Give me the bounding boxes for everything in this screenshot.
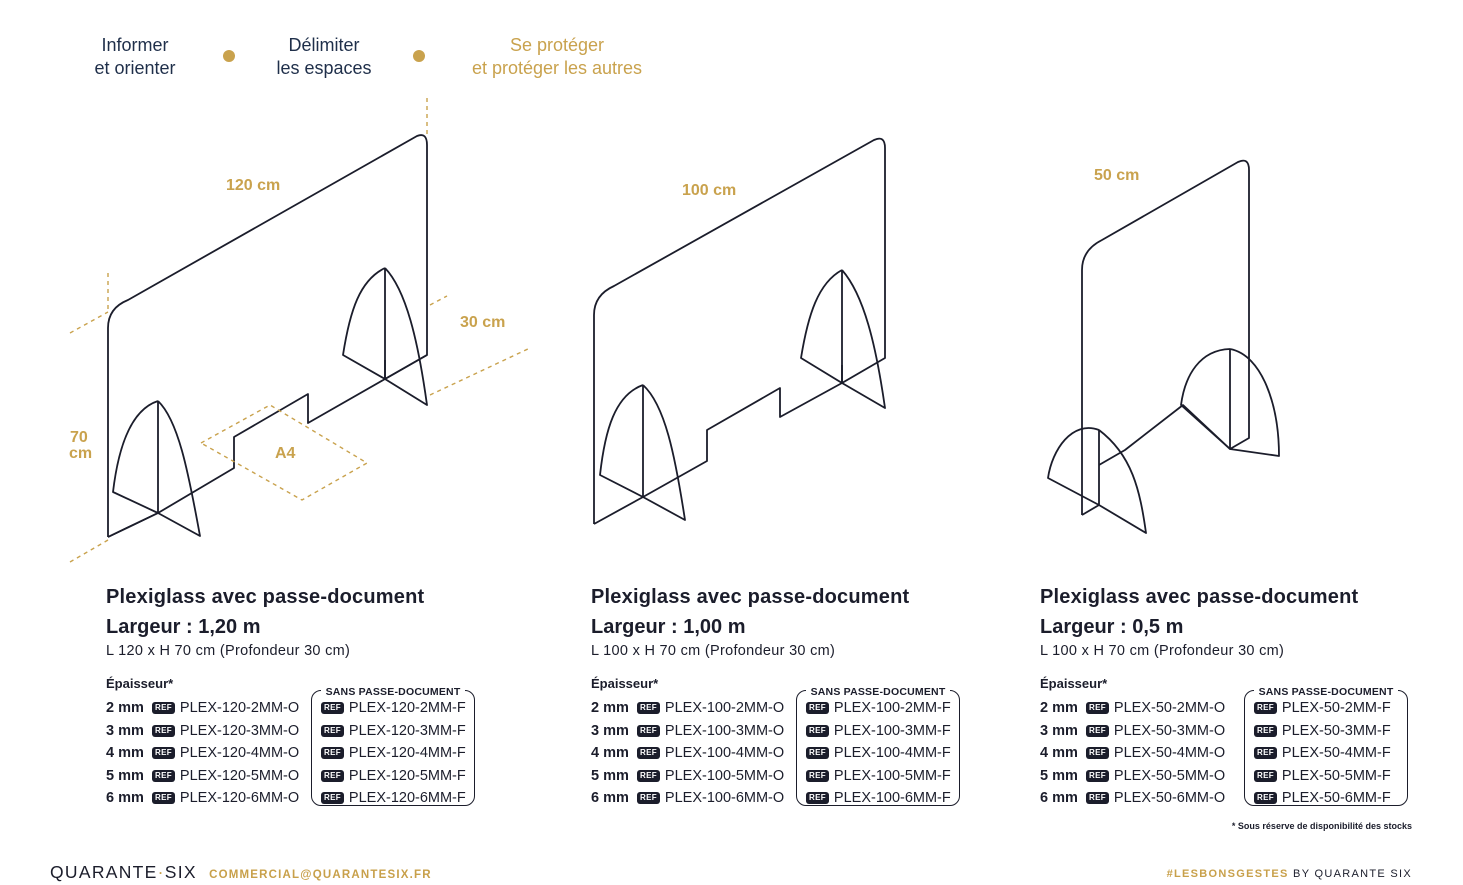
ref-badge-icon: REF bbox=[637, 792, 660, 804]
thickness-value: 2 mm bbox=[1040, 700, 1078, 717]
product-dimensions: L 100 x H 70 cm (Profondeur 30 cm) bbox=[1040, 643, 1285, 659]
ref-badge-icon: REF bbox=[1254, 770, 1277, 782]
ref-badge-icon: REF bbox=[152, 702, 175, 714]
ref-row bbox=[1254, 720, 1391, 743]
ref-code: PLEX-100-6MM-O bbox=[664, 790, 785, 807]
ref-badge-icon: REF bbox=[1254, 702, 1277, 714]
ref-row bbox=[806, 787, 951, 810]
product-width: Largeur : 1,00 m bbox=[591, 616, 746, 638]
ref-code: PLEX-50-4MM-F bbox=[1281, 745, 1391, 762]
ref-row bbox=[321, 765, 466, 788]
dim-line-120-left-top bbox=[70, 273, 108, 333]
ref-badge-icon: REF bbox=[1086, 792, 1109, 804]
ref-list-with-slot bbox=[1040, 697, 1225, 810]
step-inform-line2: et orienter bbox=[94, 58, 176, 78]
ref-row bbox=[106, 787, 299, 810]
ref-code: PLEX-50-3MM-F bbox=[1281, 722, 1391, 739]
thickness-value: 2 mm bbox=[591, 700, 629, 717]
thickness-value: 4 mm bbox=[591, 745, 629, 762]
thickness-value: 3 mm bbox=[591, 722, 629, 739]
ref-badge-icon: REF bbox=[637, 725, 660, 737]
brand-name-part1: QUARANTE bbox=[50, 862, 158, 882]
ref-code: PLEX-100-4MM-F bbox=[833, 745, 951, 762]
ref-row bbox=[321, 787, 466, 810]
ref-code: PLEX-100-6MM-F bbox=[833, 790, 951, 807]
ref-row bbox=[1040, 720, 1225, 743]
ref-badge-icon: REF bbox=[1254, 747, 1277, 759]
ref-code: PLEX-100-5MM-O bbox=[664, 767, 785, 784]
product-card-120 bbox=[106, 583, 526, 807]
ref-row bbox=[1040, 697, 1225, 720]
ref-row bbox=[321, 720, 466, 743]
screen-100-foot-right bbox=[801, 270, 885, 408]
product-card-100 bbox=[591, 583, 1011, 807]
ref-badge-icon: REF bbox=[321, 702, 344, 714]
step-inform-line1: Informer bbox=[101, 35, 169, 55]
ref-row bbox=[321, 697, 466, 720]
ref-code: PLEX-120-6MM-F bbox=[348, 790, 466, 807]
ref-code: PLEX-120-4MM-O bbox=[179, 745, 300, 762]
ref-badge-icon: REF bbox=[1086, 770, 1109, 782]
ref-row bbox=[591, 742, 784, 765]
ref-badge-icon: REF bbox=[1086, 725, 1109, 737]
thickness-value: 6 mm bbox=[591, 790, 629, 807]
ref-code: PLEX-120-2MM-F bbox=[348, 700, 466, 717]
ref-code: PLEX-50-3MM-O bbox=[1113, 722, 1226, 739]
thickness-label: Épaisseur* bbox=[591, 676, 659, 691]
ref-code: PLEX-120-3MM-O bbox=[179, 722, 300, 739]
ref-badge-icon: REF bbox=[321, 792, 344, 804]
ref-code: PLEX-120-3MM-F bbox=[348, 722, 466, 739]
ref-code: PLEX-50-5MM-F bbox=[1281, 767, 1391, 784]
ref-row bbox=[321, 742, 466, 765]
ref-row bbox=[591, 697, 784, 720]
ref-row bbox=[591, 787, 784, 810]
ref-code: PLEX-100-2MM-O bbox=[664, 700, 785, 717]
dim-line-depth bbox=[430, 296, 530, 395]
ref-row bbox=[1040, 742, 1225, 765]
ref-code: PLEX-120-5MM-O bbox=[179, 767, 300, 784]
hashtag-by: BY QUARANTE SIX bbox=[1288, 868, 1412, 880]
ref-row bbox=[806, 742, 951, 765]
ref-badge-icon: REF bbox=[321, 770, 344, 782]
ref-row bbox=[1040, 765, 1225, 788]
sans-passe-document-box bbox=[311, 686, 475, 807]
ref-badge-icon: REF bbox=[152, 770, 175, 782]
hashtag: #LESBONSGESTES bbox=[1166, 868, 1289, 880]
thickness-value: 5 mm bbox=[591, 767, 629, 784]
ref-code: PLEX-50-6MM-F bbox=[1281, 790, 1391, 807]
ref-code: PLEX-120-5MM-F bbox=[348, 767, 466, 784]
ref-row bbox=[1254, 765, 1391, 788]
ref-badge-icon: REF bbox=[806, 770, 829, 782]
ref-badge-icon: REF bbox=[637, 702, 660, 714]
ref-badge-icon: REF bbox=[1254, 725, 1277, 737]
thickness-value: 6 mm bbox=[1040, 790, 1078, 807]
footer-hashtag bbox=[1167, 868, 1412, 880]
ref-code: PLEX-50-5MM-O bbox=[1113, 767, 1226, 784]
step-protect-line2: et protéger les autres bbox=[471, 58, 643, 78]
ref-row bbox=[806, 720, 951, 743]
screen-120-foot-right bbox=[343, 268, 427, 405]
stock-availability-note: * Sous réserve de disponibilité des stocks bbox=[1231, 821, 1412, 831]
thickness-label: Épaisseur* bbox=[1040, 676, 1108, 691]
sans-passe-document-label: SANS PASSE-DOCUMENT bbox=[321, 686, 466, 698]
ref-badge-icon: REF bbox=[152, 792, 175, 804]
step-protect-line1: Se protéger bbox=[509, 35, 605, 55]
footer-brand bbox=[50, 862, 432, 883]
ref-row bbox=[106, 765, 299, 788]
product-dimensions: L 120 x H 70 cm (Profondeur 30 cm) bbox=[106, 643, 351, 659]
ref-code: PLEX-100-3MM-F bbox=[833, 722, 951, 739]
sans-passe-document-label: SANS PASSE-DOCUMENT bbox=[1254, 686, 1399, 698]
thickness-label: Épaisseur* bbox=[106, 676, 174, 691]
product-title: Plexiglass avec passe-document bbox=[106, 586, 425, 608]
dim-label-100-width: 100 cm bbox=[682, 182, 737, 199]
thickness-value: 6 mm bbox=[106, 790, 144, 807]
ref-badge-icon: REF bbox=[806, 792, 829, 804]
ref-badge-icon: REF bbox=[806, 702, 829, 714]
ref-code: PLEX-120-6MM-O bbox=[179, 790, 300, 807]
ref-badge-icon: REF bbox=[152, 725, 175, 737]
ref-code: PLEX-50-4MM-O bbox=[1113, 745, 1226, 762]
ref-badge-icon: REF bbox=[1254, 792, 1277, 804]
product-width: Largeur : 1,20 m bbox=[106, 616, 261, 638]
brand-name-part2: SIX bbox=[164, 862, 197, 882]
brand-dot: · bbox=[157, 862, 165, 882]
ref-badge-icon: REF bbox=[806, 747, 829, 759]
ref-row bbox=[1254, 697, 1391, 720]
ref-badge-icon: REF bbox=[152, 747, 175, 759]
screen-50-foot-left bbox=[1048, 428, 1146, 533]
product-dimensions: L 100 x H 70 cm (Profondeur 30 cm) bbox=[591, 643, 836, 659]
ref-badge-icon: REF bbox=[1086, 747, 1109, 759]
sans-passe-document-box bbox=[1244, 686, 1408, 807]
dim-label-120-width: 120 cm bbox=[226, 177, 281, 194]
step-delimit-line1: Délimiter bbox=[288, 35, 360, 55]
ref-row bbox=[106, 697, 299, 720]
ref-code: PLEX-120-2MM-O bbox=[179, 700, 300, 717]
screen-120-foot-left bbox=[108, 401, 200, 537]
thickness-value: 4 mm bbox=[1040, 745, 1078, 762]
sans-passe-document-label: SANS PASSE-DOCUMENT bbox=[806, 686, 951, 698]
ref-badge-icon: REF bbox=[321, 747, 344, 759]
screen-120-panel bbox=[108, 135, 427, 537]
ref-row bbox=[1254, 787, 1391, 810]
ref-row bbox=[106, 742, 299, 765]
dim-label-50-width: 50 cm bbox=[1094, 167, 1140, 184]
product-width: Largeur : 0,5 m bbox=[1040, 616, 1184, 638]
ref-badge-icon: REF bbox=[1086, 702, 1109, 714]
contact-email[interactable]: COMMERCIAL@QUARANTESIX.FR bbox=[209, 869, 432, 881]
ref-code: PLEX-100-2MM-F bbox=[833, 700, 951, 717]
ref-badge-icon: REF bbox=[321, 725, 344, 737]
screen-50-panel bbox=[1082, 161, 1249, 515]
screen-100-foot-left bbox=[600, 385, 685, 520]
ref-code: PLEX-100-3MM-O bbox=[664, 722, 785, 739]
ref-row bbox=[806, 697, 951, 720]
thickness-value: 4 mm bbox=[106, 745, 144, 762]
ref-list-with-slot bbox=[591, 697, 784, 810]
product-card-50 bbox=[1040, 583, 1460, 807]
ref-row bbox=[106, 720, 299, 743]
dim-label-a4: A4 bbox=[275, 445, 296, 462]
ref-badge-icon: REF bbox=[637, 747, 660, 759]
thickness-value: 5 mm bbox=[106, 767, 144, 784]
product-title: Plexiglass avec passe-document bbox=[591, 586, 910, 608]
ref-code: PLEX-100-4MM-O bbox=[664, 745, 785, 762]
ref-badge-icon: REF bbox=[637, 770, 660, 782]
screen-50-foot-right bbox=[1181, 349, 1279, 456]
dim-label-height-value: 70 bbox=[70, 429, 88, 446]
sans-passe-document-box bbox=[796, 686, 960, 807]
ref-list-with-slot bbox=[106, 697, 299, 810]
thickness-value: 3 mm bbox=[1040, 722, 1078, 739]
ref-code: PLEX-50-6MM-O bbox=[1113, 790, 1226, 807]
dim-label-height-unit: cm bbox=[69, 445, 93, 462]
ref-code: PLEX-120-4MM-F bbox=[348, 745, 466, 762]
dim-label-depth: 30 cm bbox=[460, 314, 506, 331]
thickness-value: 2 mm bbox=[106, 700, 144, 717]
ref-badge-icon: REF bbox=[806, 725, 829, 737]
dim-line-120-bottom bbox=[70, 540, 108, 562]
ref-row bbox=[591, 765, 784, 788]
ref-row bbox=[806, 765, 951, 788]
ref-row bbox=[591, 720, 784, 743]
step-delimit-line2: les espaces bbox=[276, 58, 372, 78]
thickness-value: 3 mm bbox=[106, 722, 144, 739]
ref-code: PLEX-100-5MM-F bbox=[833, 767, 951, 784]
thickness-value: 5 mm bbox=[1040, 767, 1078, 784]
ref-code: PLEX-50-2MM-O bbox=[1113, 700, 1226, 717]
product-title: Plexiglass avec passe-document bbox=[1040, 586, 1359, 608]
ref-row bbox=[1254, 742, 1391, 765]
ref-row bbox=[1040, 787, 1225, 810]
ref-code: PLEX-50-2MM-F bbox=[1281, 700, 1391, 717]
